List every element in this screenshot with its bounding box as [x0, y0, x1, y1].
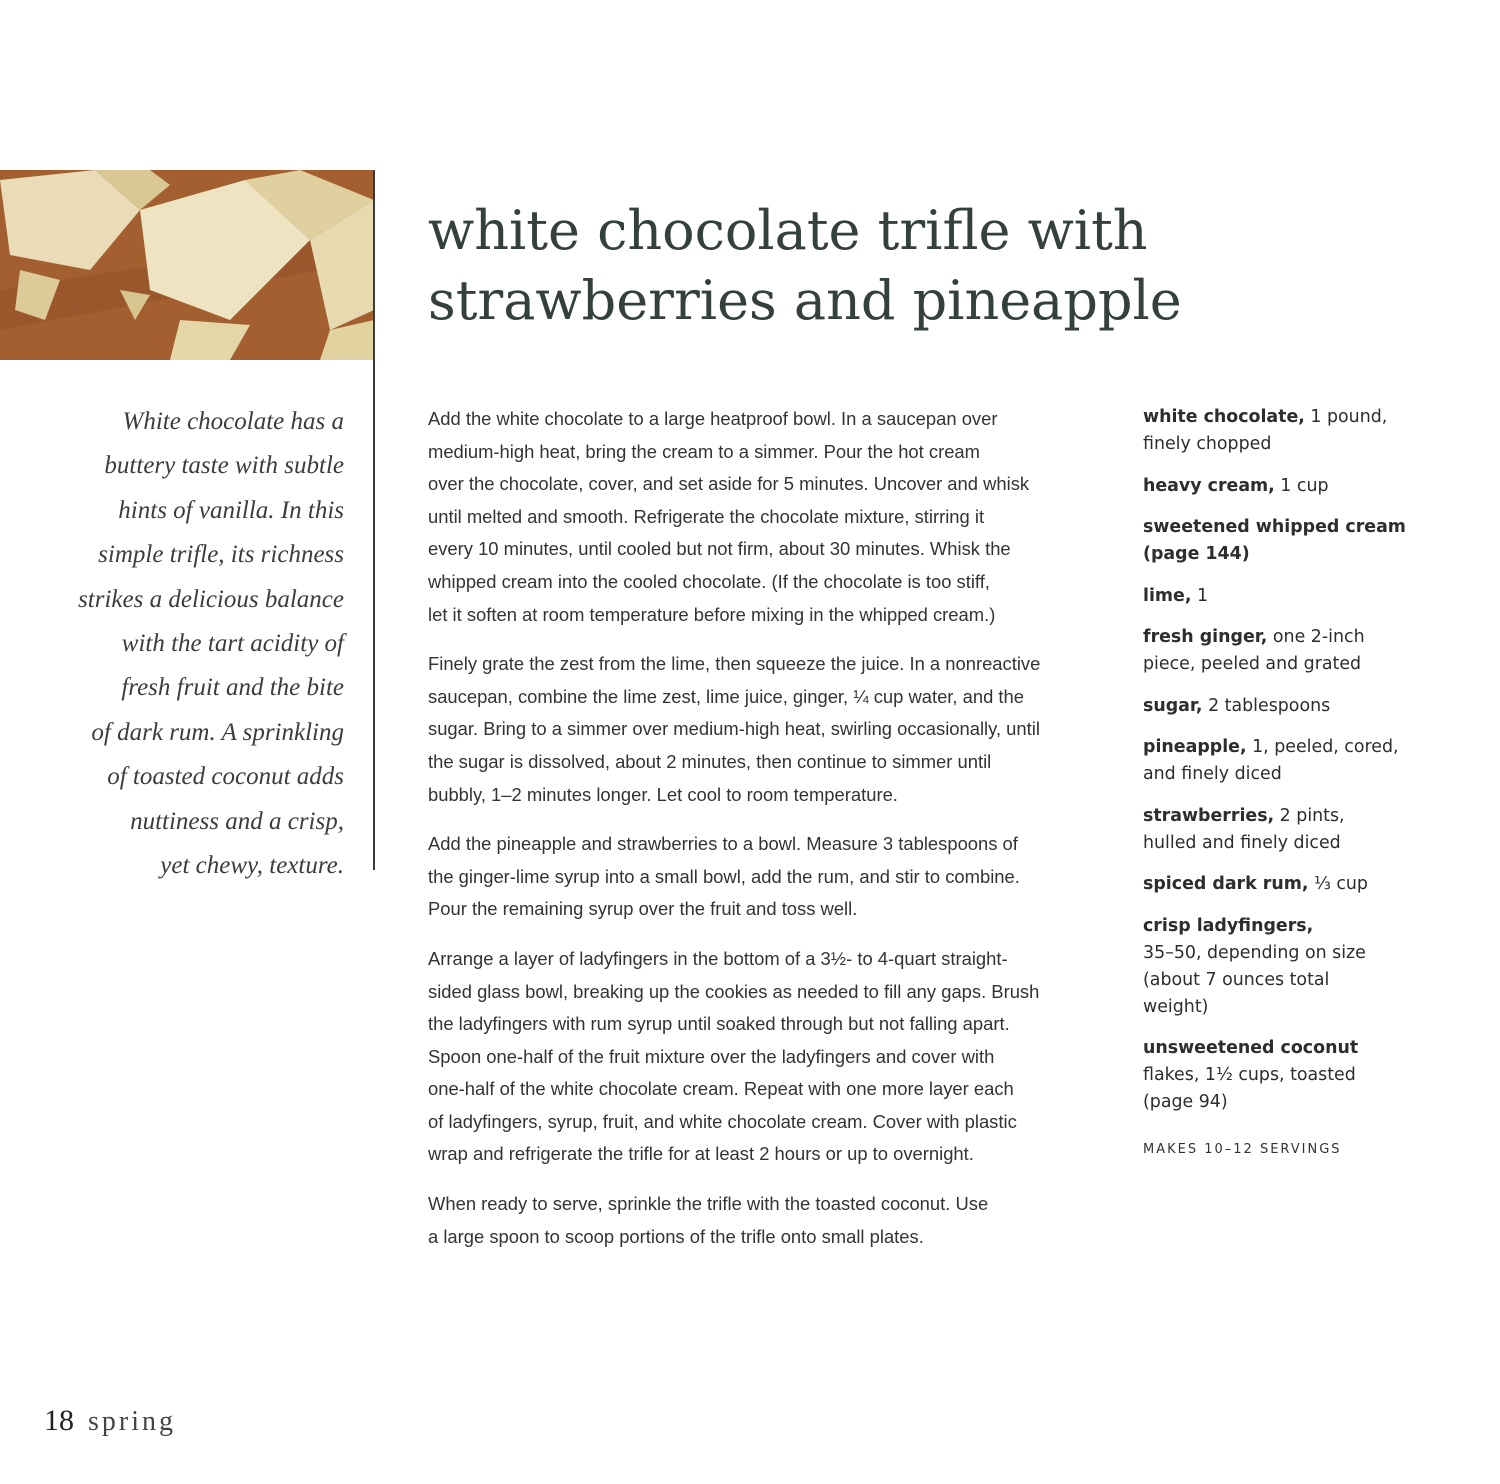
headnote-line: of dark rum. A sprinkling — [91, 718, 344, 746]
method-line: a large spoon to scoop portions of the trifle onto small plates. — [428, 1225, 924, 1247]
ingredient-name: lime, — [1143, 585, 1192, 606]
ingredient-detail: (page 94) — [1143, 1092, 1228, 1112]
ingredient-detail: 35–50, depending on size — [1143, 942, 1366, 963]
vertical-rule — [373, 170, 375, 870]
ingredient-name: heavy cream, — [1143, 475, 1275, 496]
recipe-title — [428, 196, 1248, 336]
ingredient-detail: 1 cup — [1274, 475, 1329, 496]
ingredient-name: unsweetened coconut — [1143, 1038, 1359, 1058]
method-line: Add the pineapple and strawberries to a bowl. Measure 3 tablespoons of — [428, 833, 1018, 855]
ingredient-name: sugar, — [1143, 695, 1203, 716]
method-line: the sugar is dissolved, about 2 minutes, then continue to simmer until — [428, 750, 992, 772]
ingredient-detail: finely chopped — [1143, 434, 1272, 454]
ingredient-item — [1143, 514, 1443, 568]
headnote-line: simple trifle, its richness — [98, 541, 344, 569]
ingredient-item — [1143, 583, 1443, 610]
ingredient-name: spiced dark rum, — [1143, 874, 1309, 894]
ingredient-detail: and finely diced — [1143, 764, 1282, 784]
method-line: Finely grate the zest from the lime, then squeeze the juice. In a nonreactive — [428, 653, 1041, 675]
ingredient-item — [1143, 473, 1443, 500]
method-line: the ginger-lime syrup into a small bowl, add the rum, and stir to combine. — [428, 865, 1020, 887]
method-line: Pour the remaining syrup over the fruit and toss well. — [428, 898, 858, 920]
method-line: saucepan, combine the lime zest, lime juice, ginger, ¼ cup water, and the — [428, 685, 1024, 707]
ingredient-detail: piece, peeled and grated — [1143, 654, 1362, 674]
ingredient-item — [1143, 624, 1443, 678]
page-number: 18 — [44, 1404, 74, 1437]
method-text — [428, 403, 1113, 1270]
ingredient-item — [1143, 913, 1443, 1021]
method-line: of ladyfingers, syrup, fruit, and white chocolate cream. Cover with plastic — [428, 1110, 1017, 1132]
ingredient-detail: hulled and finely diced — [1143, 832, 1341, 853]
title-line-2: strawberries and pineapple — [428, 269, 1182, 332]
headnote — [60, 400, 344, 888]
ingredient-detail: weight) — [1143, 996, 1209, 1017]
method-line: medium-high heat, bring the cream to a simmer. Pour the hot cream — [428, 440, 980, 462]
method-paragraph-3 — [428, 828, 1113, 926]
page-footer — [44, 1404, 176, 1438]
section-name: spring — [88, 1406, 176, 1437]
method-line: Add the white chocolate to a large heatproof bowl. In a saucepan over — [428, 408, 998, 429]
method-line: When ready to serve, sprinkle the trifle with the toasted coconut. Use — [428, 1193, 989, 1215]
method-line: until melted and smooth. Refrigerate the chocolate mixture, stirring it — [428, 505, 985, 527]
ingredient-detail: flakes, 1½ cups, toasted — [1143, 1065, 1356, 1085]
ingredient-name: sweetened whipped cream — [1143, 517, 1406, 537]
method-line: whipped cream into the cooled chocolate. (If the chocolate is too stiff, — [428, 570, 990, 592]
ingredient-item — [1143, 404, 1443, 458]
ingredient-detail: 1 — [1191, 585, 1209, 606]
ingredient-detail: (page 144) — [1143, 544, 1250, 564]
ingredient-detail: 1, peeled, cored, — [1246, 737, 1399, 757]
ingredient-detail: one 2-inch — [1267, 627, 1365, 647]
method-line: let it soften at room temperature before mixing in the whipped cream.) — [428, 603, 996, 625]
ingredient-item — [1143, 803, 1443, 857]
headnote-line: nuttiness and a crisp, — [130, 807, 344, 835]
method-paragraph-5 — [428, 1188, 1113, 1253]
ingredient-detail: 1 pound, — [1304, 407, 1388, 427]
ingredient-item — [1143, 1035, 1443, 1116]
ingredient-detail: (about 7 ounces total — [1143, 969, 1330, 990]
ingredient-item — [1143, 693, 1443, 720]
method-line: sided glass bowl, breaking up the cookies as needed to fill any gaps. Brush — [428, 980, 1040, 1002]
ingredient-name: white chocolate, — [1143, 407, 1305, 427]
headnote-line: hints of vanilla. In this — [118, 496, 344, 524]
method-line: over the chocolate, cover, and set aside for 5 minutes. Uncover and whisk — [428, 473, 1030, 495]
method-line: Spoon one-half of the fruit mixture over the ladyfingers and cover with — [428, 1045, 995, 1067]
headnote-line: yet chewy, texture. — [160, 852, 344, 880]
recipe-yield: MAKES 10–12 SERVINGS — [1143, 1142, 1342, 1157]
headnote-line: fresh fruit and the bite — [121, 674, 344, 702]
ingredient-name: fresh ginger, — [1143, 627, 1268, 647]
headnote-line: with the tart acidity of — [121, 630, 344, 658]
ingredient-detail: ⅓ cup — [1308, 874, 1368, 894]
ingredient-detail: 2 tablespoons — [1202, 695, 1331, 716]
headnote-line: strikes a delicious balance — [78, 585, 344, 613]
ingredient-item — [1143, 871, 1443, 898]
ingredient-detail: 2 pints, — [1274, 805, 1345, 826]
method-line: bubbly, 1–2 minutes longer. Let cool to room temperature. — [428, 783, 898, 805]
method-line: wrap and refrigerate the trifle for at least 2 hours or up to overnight. — [428, 1143, 974, 1165]
headnote-line: of toasted coconut adds — [107, 763, 344, 791]
ingredient-item — [1143, 734, 1443, 788]
method-line: one-half of the white chocolate cream. Repeat with one more layer each — [428, 1078, 1014, 1100]
white-chocolate-photo — [0, 170, 374, 360]
headnote-line: buttery taste with subtle — [104, 452, 344, 480]
method-paragraph-1 — [428, 403, 1113, 631]
ingredient-name: pineapple, — [1143, 737, 1247, 757]
method-line: Arrange a layer of ladyfingers in the bottom of a 3½- to 4-quart straight- — [428, 947, 1008, 969]
method-line: the ladyfingers with rum syrup until soaked through but not falling apart. — [428, 1013, 1010, 1035]
method-paragraph-2 — [428, 648, 1113, 811]
method-line: sugar. Bring to a simmer over medium-high heat, swirling occasionally, until — [428, 718, 1040, 740]
method-line: every 10 minutes, until cooled but not firm, about 30 minutes. Whisk the — [428, 538, 1011, 560]
ingredient-list — [1143, 404, 1443, 1163]
title-line-1: white chocolate trifle with — [428, 199, 1148, 262]
ingredient-name: crisp ladyfingers, — [1143, 915, 1314, 936]
method-paragraph-4 — [428, 943, 1113, 1171]
headnote-line: White chocolate has a — [122, 408, 344, 435]
ingredient-name: strawberries, — [1143, 805, 1275, 826]
